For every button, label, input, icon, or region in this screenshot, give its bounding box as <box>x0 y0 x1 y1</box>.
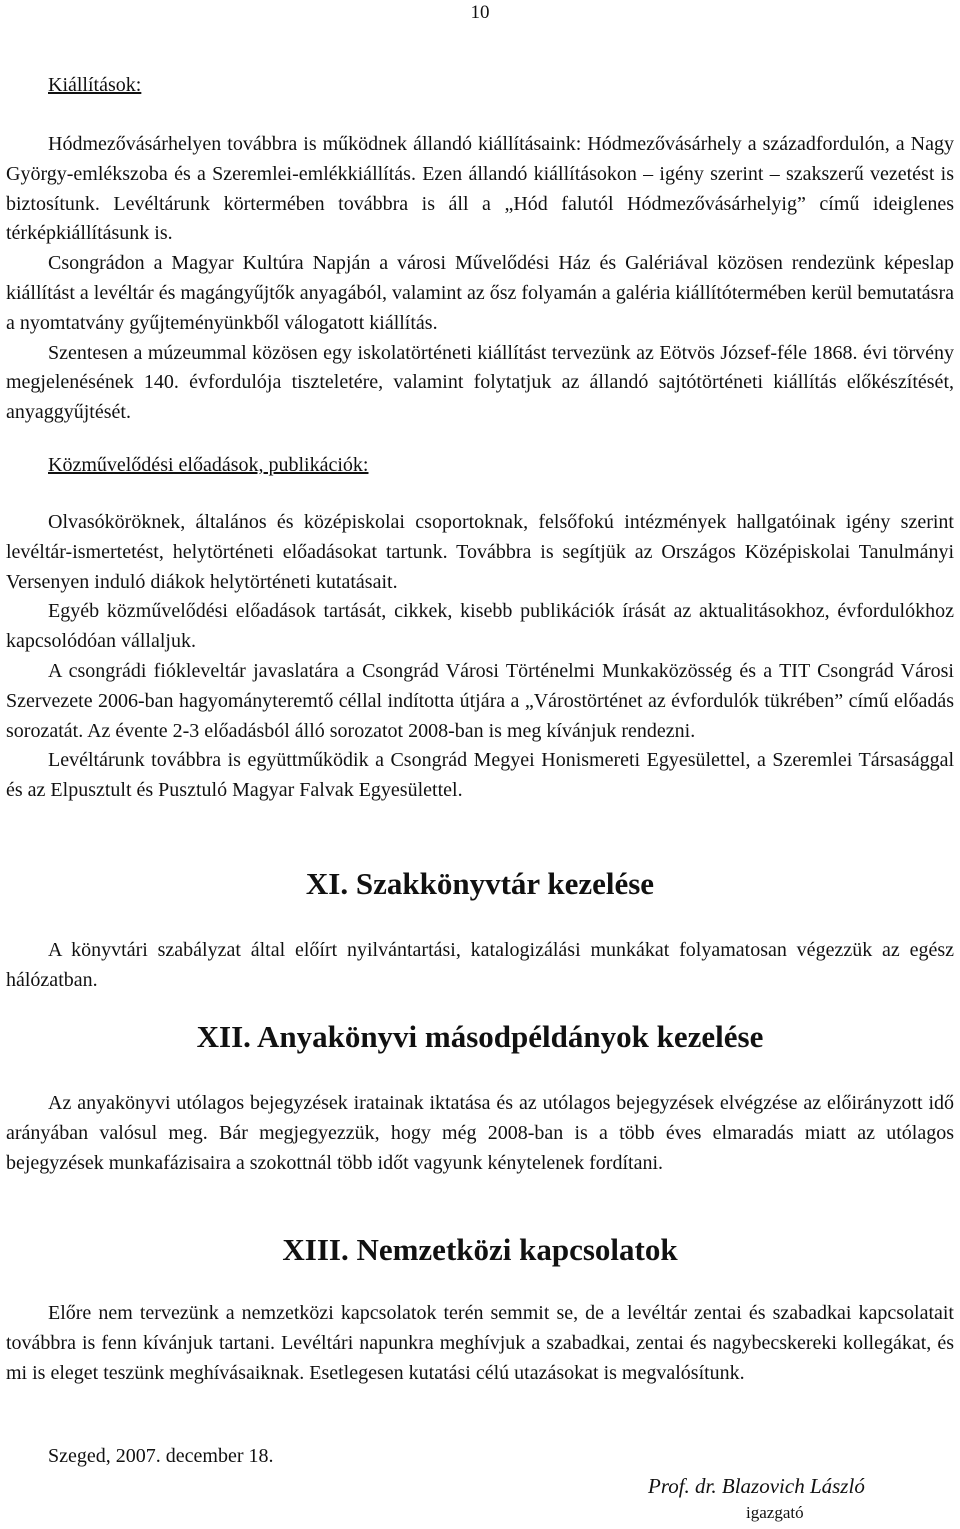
signatory-title: igazgató <box>746 1503 804 1522</box>
lectures-text <box>6 508 954 806</box>
exhibitions-text <box>6 130 954 428</box>
lectures-paragraph-2: Egyéb közművelődési előadások tartását, cikkek, kisebb publikációk írását az aktualitásokhoz, évfordulókhoz kapcsolódóan vállaljuk. <box>6 600 954 653</box>
chapter-xii-text <box>6 1089 954 1178</box>
signatory-name: Prof. dr. Blazovich László <box>648 1474 865 1498</box>
chapter-xii-paragraph: Az anyakönyvi utólagos bejegyzések iratainak iktatása és az utólagos bejegyzések elvégzése az előirányzott idő arányában valósul meg. Bár megjegyezzük, hogy még 2008-ban is a több éves elmaradás miatt az utólagos bejegyzések munkafázisaira a szokottnál több időt vagyunk kénytelenek fordítani. <box>6 1092 954 1174</box>
chapter-title-xii: XII. Anyakönyvi másodpéldányok kezelése <box>196 1019 764 1054</box>
chapter-title-xi: XI. Szakkönyvtár kezelése <box>305 866 655 901</box>
section-heading-lectures: Közművelődési előadások, publikációk: <box>48 454 369 476</box>
chapter-xi-text <box>6 936 954 996</box>
exhibitions-paragraph-3: Szentesen a múzeummal közösen egy iskolatörténeti kiállítást tervezünk az Eötvös József-féle 1868. évi törvény megjelenésének 140. évfordulója tiszteletére, valamint folytatjuk az állandó sajtótörténeti kiállítás előkészítését, anyaggyűjtését. <box>6 341 954 424</box>
chapter-xiii-text <box>6 1299 954 1388</box>
exhibitions-paragraph-1: Hódmezővásárhelyen továbbra is működnek állandó kiállításaink: Hódmezővásárhely a századfordulón, a Nagy György-emlékszoba és a Szeremlei-emlékkiállítás. Ezen állandó kiállításokon – igény szerint – szakszerű vezetést is biztosítunk. Levéltárunk körtermében továbbra is áll a „Hód falutól Hódmezővásárhelyig” című ideiglenes térképkiállításunk is. <box>6 133 954 245</box>
lectures-paragraph-3: A csongrádi fiókleveltár javaslatára a Csongrád Városi Történelmi Munkaközösség és a TIT Csongrád Városi Szervezete 2006-ban hagyományteremtő céllal indította útjára a „Várostörténet az évfordulók tükrében” című előadás sorozatát. Az évente 2-3 előadásból álló sorozatot 2008-ban is meg kívánjuk rendezni. <box>6 659 954 742</box>
lectures-paragraph-4: Levéltárunk továbbra is együttműködik a Csongrád Megyei Honismereti Egyesülettel, a Szeremlei Társasággal és az Elpusztult és Pusztuló Magyar Falvak Egyesülettel. <box>6 749 954 802</box>
chapter-xi-paragraph: A könyvtári szabályzat által előírt nyilvántartási, katalogizálási munkákat folyamatosan végezzük az egész hálózatban. <box>6 939 954 991</box>
lectures-paragraph-1: Olvasóköröknek, általános és középiskolai csoportoknak, felsőfokú intézmények hallgatóinak igény szerint levéltár-ismertetést, helytörténeti előadásokat tartunk. Továbbra is segítjük az Országos Középiskolai Tanulmányi Versenyen induló diákok helytörténeti kutatásait. <box>6 511 954 593</box>
chapter-xiii-paragraph: Előre nem tervezünk a nemzetközi kapcsolatok terén semmit se, de a levéltár zentai és szabadkai kapcsolatait továbbra is fenn kívánjuk tartani. Levéltári napunkra meghívjuk a szabadkai, zentai és nagybecskereki kollegákat, és mi is eleget teszünk meghívásaiknak. Esetlegesen kutatási célú utazásokat is megvalósítunk. <box>6 1302 954 1384</box>
chapter-title-xiii: XIII. Nemzetközi kapcsolatok <box>282 1232 678 1267</box>
place-and-date: Szeged, 2007. december 18. <box>48 1445 274 1467</box>
section-heading-exhibitions: Kiállítások: <box>48 74 142 96</box>
exhibitions-paragraph-2: Csongrádon a Magyar Kultúra Napján a városi Művelődési Ház és Galériával közösen rendezünk képeslap kiállítást a levéltár és magángyűjtők anyagából, valamint az ősz folyamán a galéria kiállítótermében kerül bemutatásra a nyomtatvány gyűjteményünkből válogatott kiállítás. <box>6 252 954 334</box>
page-number: 10 <box>470 2 490 23</box>
